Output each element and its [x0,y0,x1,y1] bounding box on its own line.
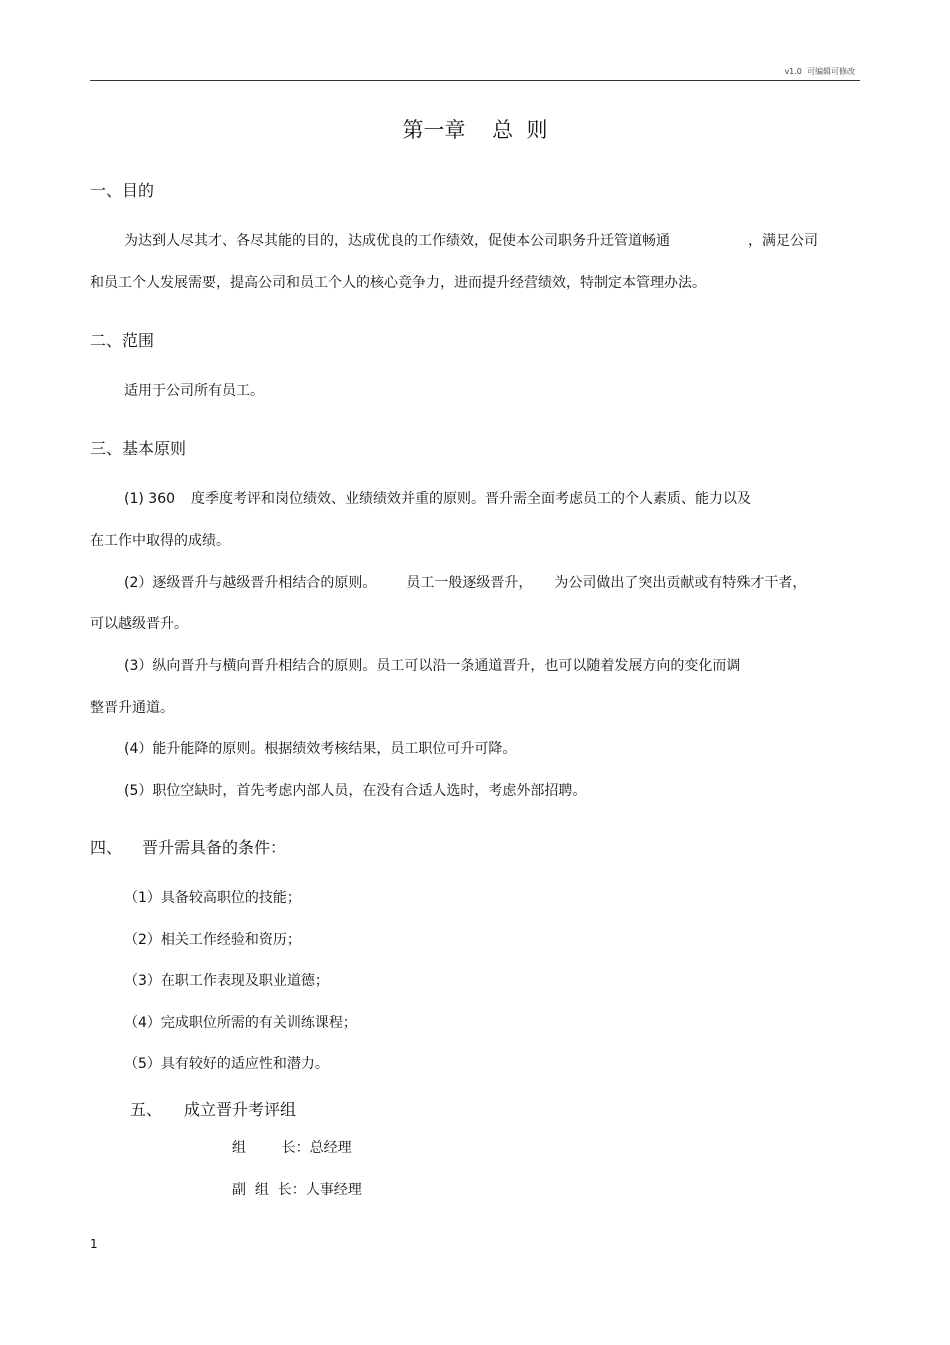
condition-item-3: （3）在职工作表现及职业道德； [124,973,329,989]
header-rule [90,80,860,81]
principle-2-part-1: (2）逐级晋升与越级晋升相结合的原则。 [124,575,377,591]
principle-2-part-3: 为公司做出了突出贡献或有特殊才干者， [554,575,807,591]
page-number: 1 [90,1237,98,1251]
principle-3-line-2: 整晋升通道。 [90,700,174,716]
principle-1-text: 度季度考评和岗位绩效、业绩绩效并重的原则。晋升需全面考虑员工的个人素质、能力以及 [191,491,752,507]
purpose-text-1b: ，满足公司 [748,233,818,249]
condition-item-1: （1）具备较高职位的技能； [124,890,301,906]
leader-value: 总经理 [309,1140,352,1156]
condition-item-2: （2）相关工作经验和资历； [124,932,301,948]
condition-item-5: （5）具有较好的适应性和潜力。 [124,1056,329,1072]
leader-label: 组 长： [232,1140,310,1156]
principle-2-line-2: 可以越级晋升。 [90,616,188,632]
committee-row-deputy [232,1180,362,1200]
principle-1-line-2: 在工作中取得的成绩。 [90,533,230,549]
committee-number: 五、 [130,1100,163,1119]
chapter-number: 第一章 [402,118,466,142]
section-heading-purpose: 一、目的 [90,181,155,200]
version-label: v1.0 [784,67,802,76]
principle-1-line-1 [124,489,751,509]
header-version-note [784,66,855,77]
section-heading-committee [130,1097,296,1120]
section-heading-principles: 三、基本原则 [90,439,187,458]
principle-2-part-2: 员工一般逐级晋升， [406,575,533,591]
purpose-text-1a: 为达到人尽其才、各尽其能的目的，达成优良的工作绩效，促使本公司职务升迁管道畅通 [124,233,670,249]
principle-2-line-1 [124,573,806,593]
committee-row-leader [232,1138,352,1158]
conditions-title: 晋升需具备的条件： [142,838,287,857]
deputy-label: 副 组 长： [232,1182,306,1198]
principle-4-line: (4）能升能降的原则。根据绩效考核结果，员工职位可升可降。 [124,741,517,757]
editable-note: 可编辑可修改 [807,67,855,76]
scope-line-1: 适用于公司所有员工。 [124,383,264,399]
deputy-value: 人事经理 [305,1182,362,1198]
purpose-line-2: 和员工个人发展需要，提高公司和员工个人的核心竞争力，进而提升经营绩效，特制定本管理办法。 [90,275,706,291]
section-heading-conditions [90,835,286,858]
purpose-line-1 [124,231,818,251]
principle-3-line-1: (3）纵向晋升与横向晋升相结合的原则。员工可以沿一条通道晋升，也可以随着发展方向的变化而调 [124,658,741,674]
principle-1-number: (1) 360 [124,491,176,507]
condition-item-4: （4）完成职位所需的有关训练课程； [124,1015,357,1031]
chapter-title [0,114,950,144]
committee-title: 成立晋升考评组 [184,1100,297,1119]
chapter-name: 总 则 [492,118,548,142]
conditions-number: 四、 [90,838,123,857]
principle-5-line: (5）职位空缺时，首先考虑内部人员，在没有合适人选时，考虑外部招聘。 [124,783,587,799]
section-heading-scope: 二、范围 [90,331,155,350]
